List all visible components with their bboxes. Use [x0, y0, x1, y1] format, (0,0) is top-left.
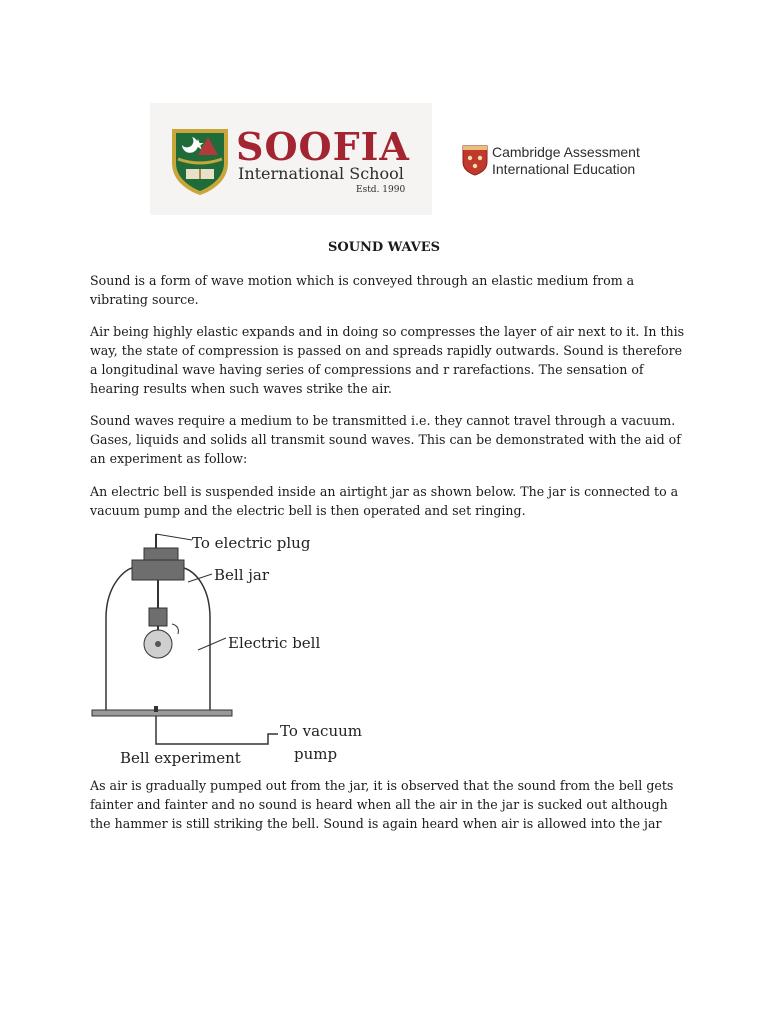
label-vacuum-pump-line2: pump: [294, 745, 338, 763]
paragraph-compression: Air being highly elastic expands and in doing so compresses the layer of air next to it. In this way, the state of compression is passed on and spreads rapidly outwards. Sound is therefore a longitudinal wave having series of compressions and r rarefactions. The sensation of hearing results when such waves strike the air.: [90, 324, 685, 396]
school-name: SOOFIA: [236, 124, 410, 169]
label-vacuum-pump-line1: To vacuum: [280, 722, 363, 740]
cambridge-name: Cambridge Assessment: [492, 144, 640, 160]
cambridge-division: International Education: [492, 161, 636, 177]
paragraph-definition: Sound is a form of wave motion which is conveyed through an elastic medium from a vibrating source.: [90, 273, 635, 307]
bell-hammer: [155, 641, 161, 647]
hammer-motion: [172, 624, 178, 634]
paragraph-experiment: An electric bell is suspended inside an airtight jar as shown below. The jar is connected to a vacuum pump and the electric bell is then operated and set ringing.: [90, 484, 679, 518]
bell-mechanism: [149, 608, 167, 626]
diagram-caption: Bell experiment: [120, 749, 241, 767]
school-established: Estd. 1990: [356, 185, 406, 195]
page-title: SOUND WAVES: [327, 240, 441, 255]
bell-leader: [198, 638, 226, 650]
paragraph-medium: Sound waves require a medium to be transmitted i.e. they cannot travel through a vacuum. Gases, liquids and solids all transmit sound waves. This can be demonstrated with the aid of an experiment as follow:: [90, 413, 681, 466]
vacuum-nozzle: [154, 706, 158, 712]
jar-stopper: [132, 560, 184, 580]
cambridge-logo: [462, 143, 662, 179]
bell-jar-diagram: [88, 530, 378, 772]
jar-stopper-top: [144, 548, 178, 560]
base-plate: [92, 710, 232, 716]
label-electric-plug: To electric plug: [192, 534, 311, 552]
label-bell-jar: Bell jar: [214, 566, 270, 584]
paragraph-observation: As air is gradually pumped out from the jar, it is observed that the sound from the bell gets fainter and fainter and no sound is heard when all the air in the jar is sucked out although the hammer is still striking the bell. Sound is again heard when air is allowed into the jar: [90, 778, 674, 831]
label-electric-bell: Electric bell: [228, 634, 321, 652]
plug-leader: [156, 534, 192, 540]
vacuum-pipe: [156, 716, 278, 744]
school-subtitle: International School: [238, 164, 404, 183]
school-crest-icon: [168, 125, 232, 197]
cambridge-shield-icon: [462, 145, 488, 176]
school-logo-banner: [150, 103, 432, 215]
